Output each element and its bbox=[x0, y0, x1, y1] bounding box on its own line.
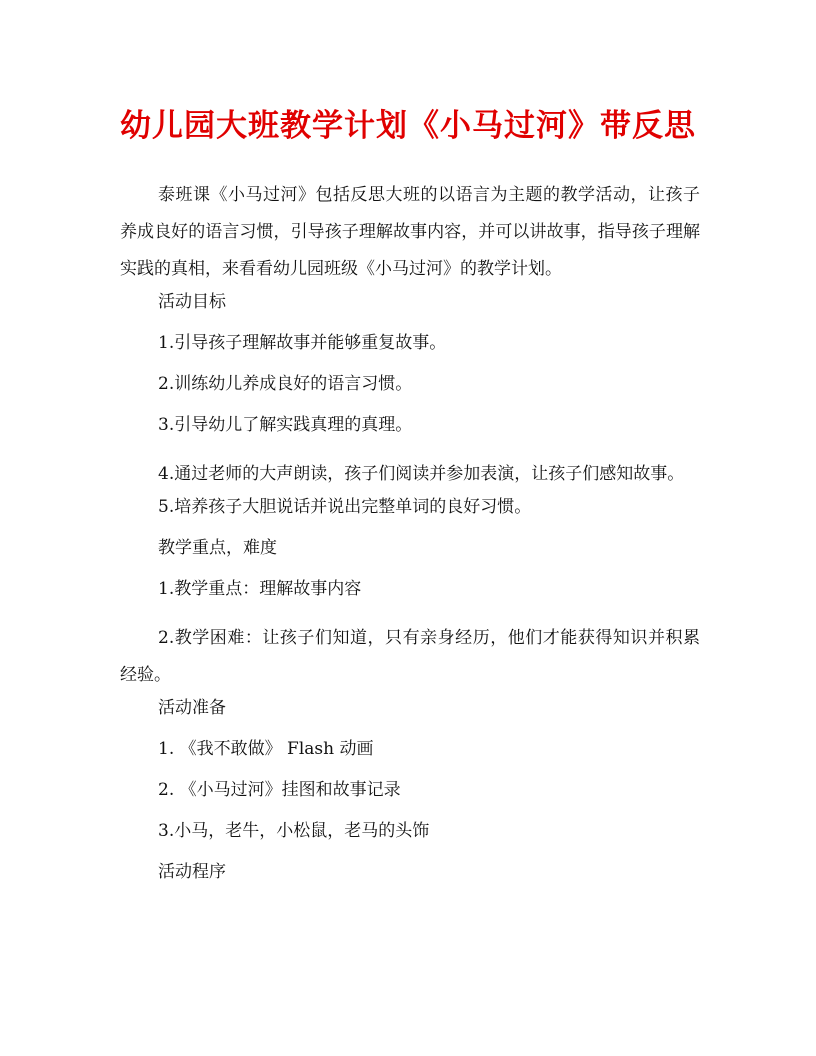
preparation-item-3: 3.小马，老牛，小松鼠，老马的头饰 bbox=[158, 821, 430, 841]
goal-item-5: 5.培养孩子大胆说话并说出完整单词的良好习惯。 bbox=[158, 497, 532, 517]
preparation-item-2: 2. 《小马过河》挂图和故事记录 bbox=[158, 780, 401, 800]
preparation-item-1: 1. 《我不敢做》 Flash 动画 bbox=[158, 739, 374, 759]
goal-item-3: 3.引导幼儿了解实践真理的真理。 bbox=[158, 415, 413, 435]
section-heading-procedure: 活动程序 bbox=[158, 862, 226, 882]
section-heading-preparation: 活动准备 bbox=[158, 698, 226, 718]
section-heading-goals: 活动目标 bbox=[158, 292, 226, 312]
goal-item-2: 2.训练幼儿养成良好的语言习惯。 bbox=[158, 374, 413, 394]
goal-item-1: 1.引导孩子理解故事并能够重复故事。 bbox=[158, 333, 447, 353]
goal-item-4: 4.通过老师的大声朗读，孩子们阅读并参加表演，让孩子们感知故事。 bbox=[158, 464, 685, 484]
intro-paragraph: 泰班课《小马过河》包括反思大班的以语言为主题的教学活动，让孩子养成良好的语言习惯，引导孩子理解故事内容，并可以讲故事，指导孩子理解实践的真相，来看看幼儿园班级《小马过河》的教学计划。 bbox=[120, 185, 700, 279]
document-title: 幼儿园大班教学计划《小马过河》带反思 bbox=[120, 108, 696, 144]
section-heading-focus: 教学重点，难度 bbox=[158, 538, 277, 558]
document-body bbox=[120, 177, 700, 903]
focus-item-2: 2.教学困难：让孩子们知道，只有亲身经历，他们才能获得知识并积累经验。 bbox=[120, 628, 700, 685]
focus-item-1: 1.教学重点：理解故事内容 bbox=[158, 579, 362, 599]
